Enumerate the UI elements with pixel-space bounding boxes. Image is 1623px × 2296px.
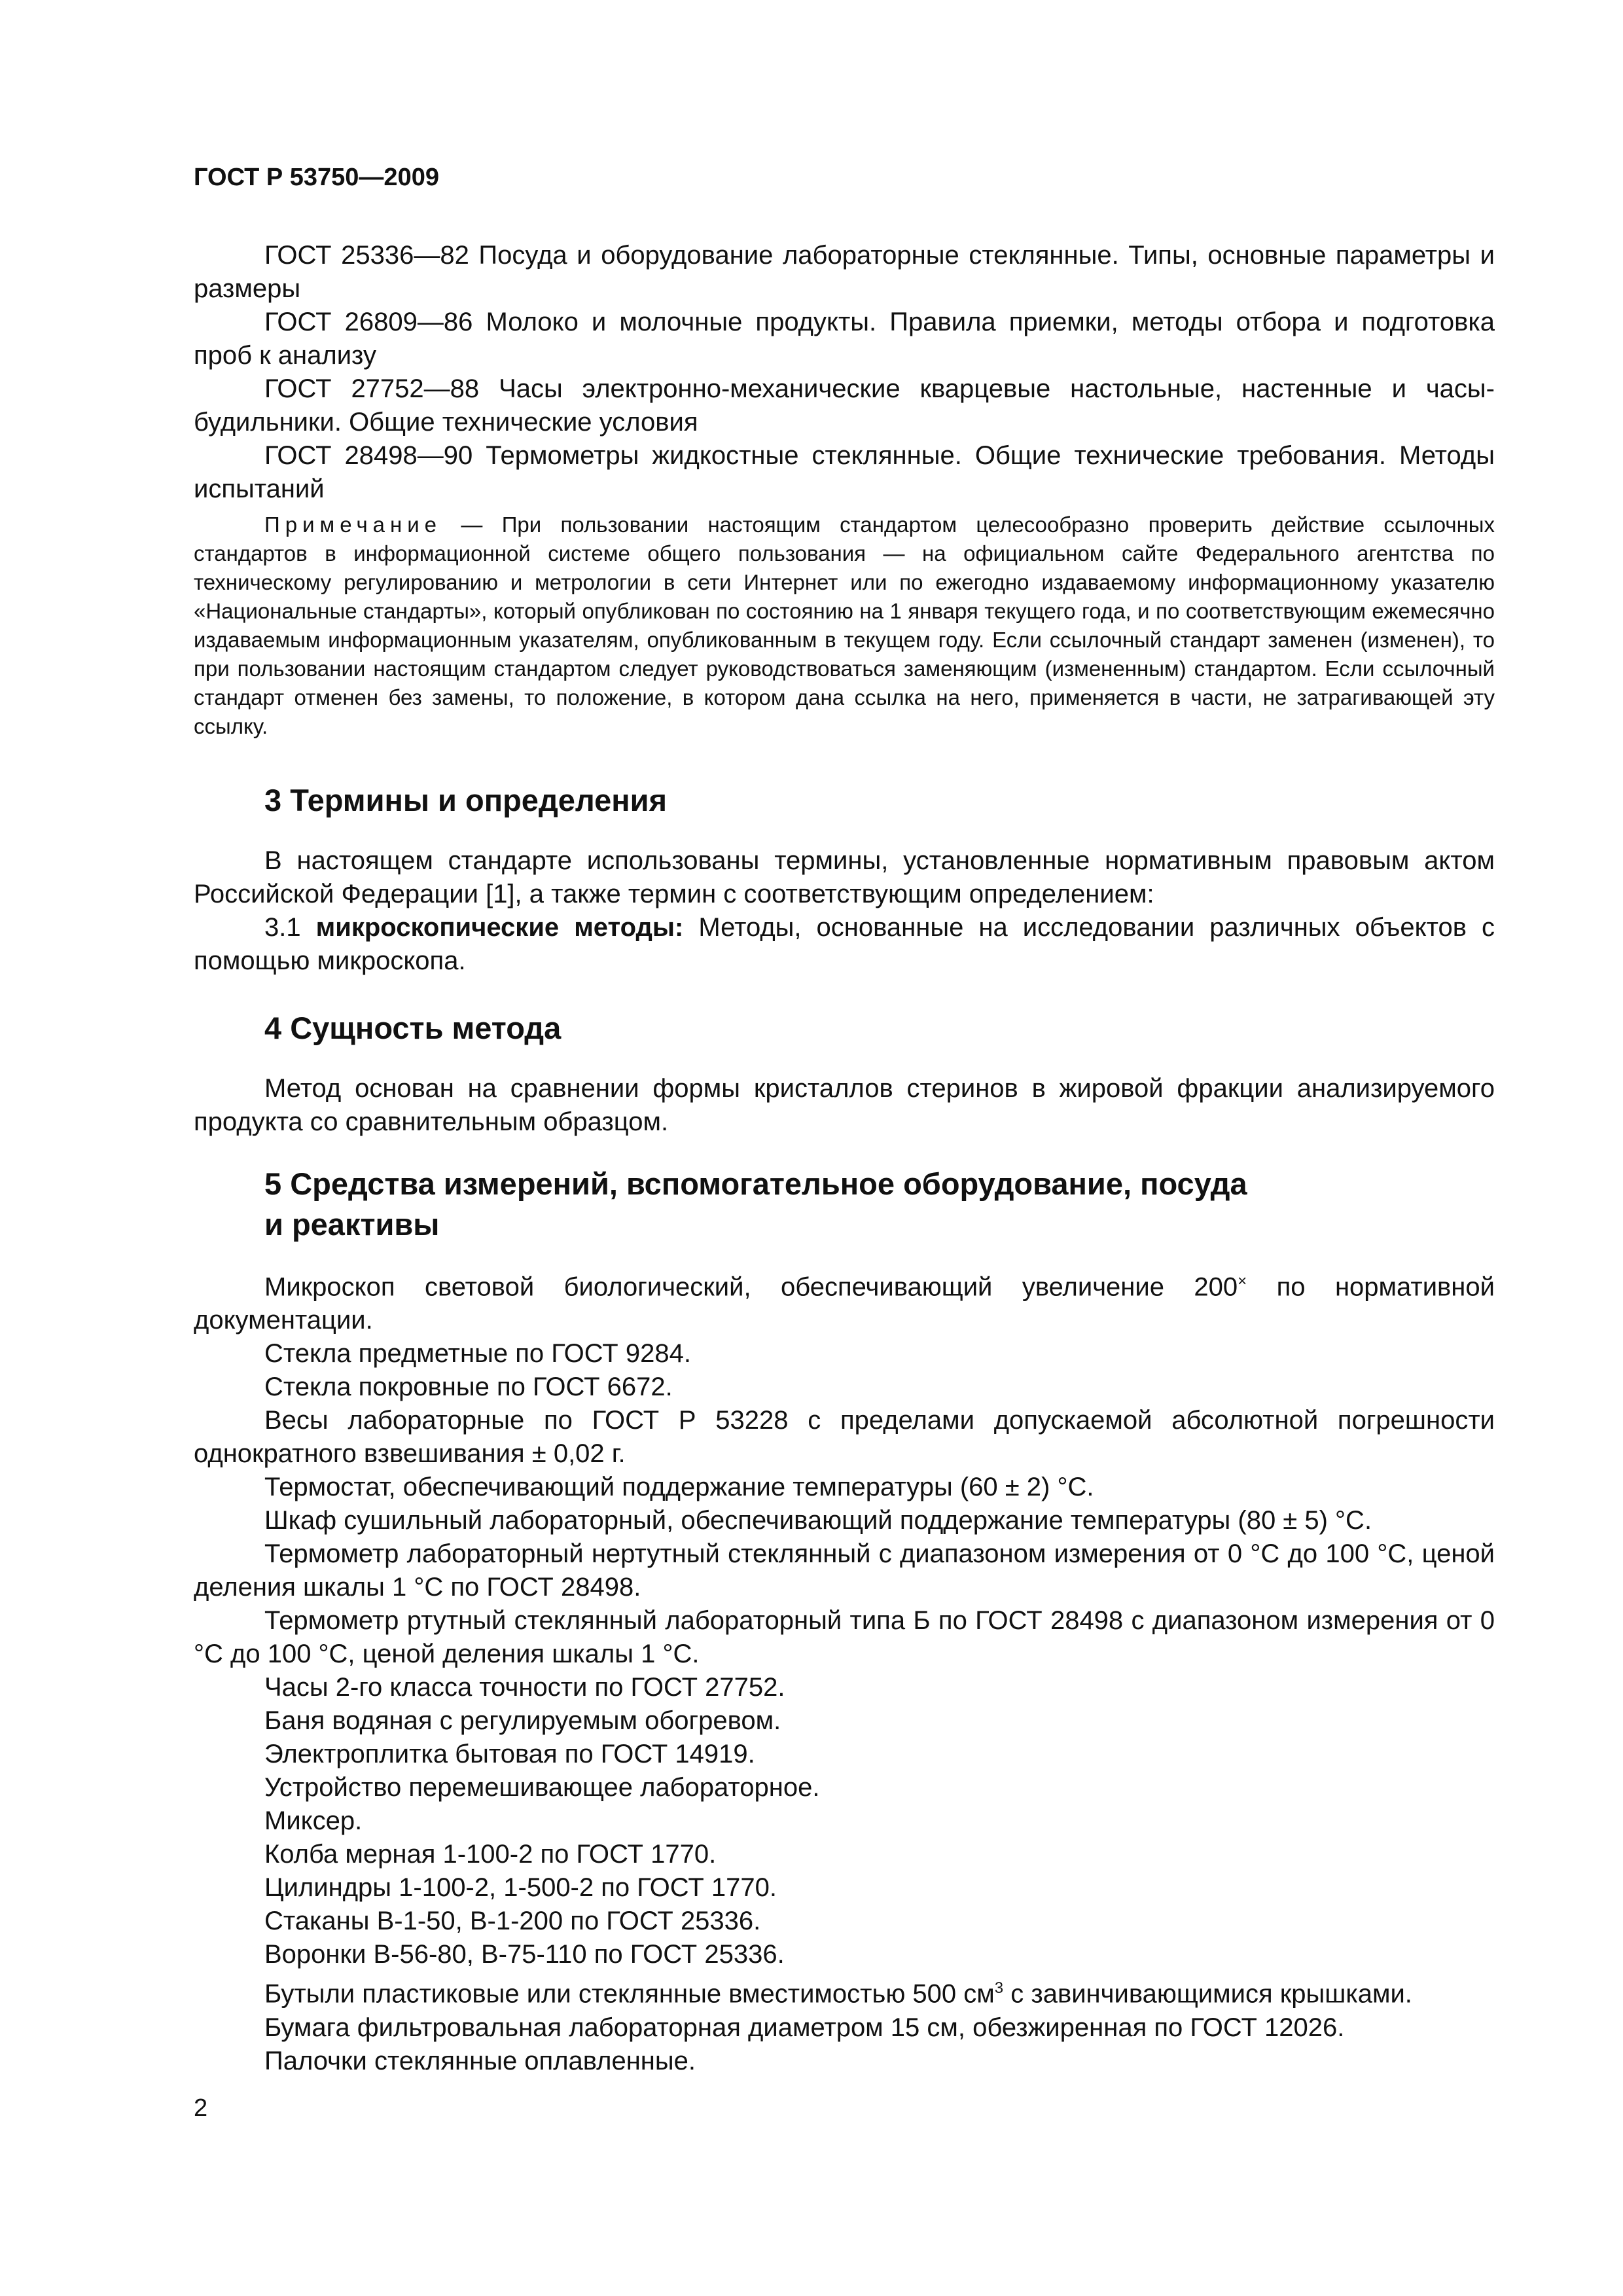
equipment-item: Устройство перемешивающее лабораторное. — [264, 1773, 820, 1803]
equipment-item: Колба мерная 1-100-2 по ГОСТ 1770. — [264, 1840, 717, 1869]
equipment-item: Цилиндры 1-100-2, 1-500-2 по ГОСТ 1770. — [264, 1873, 777, 1903]
reference-item: ГОСТ 27752—88 Часы электронно-механические кварцевые настольные, настенные и часы-будильники. Общие технические условия — [194, 374, 1495, 437]
reference-list — [194, 239, 1495, 506]
note-paragraph — [194, 511, 1495, 741]
section-3-intro: В настоящем стандарте использованы термины, установленные нормативным правовым актом Российской Федерации [1], а также термин с соответствующим определением: — [194, 846, 1495, 908]
equipment-item: Миксер. — [264, 1806, 363, 1836]
reference-item: ГОСТ 25336—82 Посуда и оборудование лабораторные стеклянные. Типы, основные параметры и размеры — [194, 241, 1495, 303]
note-text: — При пользовании настоящим стандартом целесообразно проверить действие ссылочных стандартов в информационной системе общего пользования — на официальном сайте Федерального агентства по техническому регулированию и метрологии в сети Интернет или по ежегодно издаваемому информационному указателю «Национальные стандарты», который опубликован по состоянию на 1 января текущего года, и по соответствующим ежемесячно издаваемым информационным указателям, опубликованным в текущем году. Если ссылочный стандарт заменен (изменен), то при пользовании настоящим стандартом следует руководствоваться заменяющим (измененным) стандартом. Если ссылочный стандарт отменен без замены, то положение, в котором дана ссылка на него, применяется в части, не затрагивающей эту ссылку. — [194, 512, 1495, 738]
equipment-item: Бумага фильтровальная лабораторная диаметром 15 см, обезжиренная по ГОСТ 12026. — [264, 2013, 1345, 2042]
section-5-heading: 5 Средства измерений, вспомогательное оборудование, посуда и реактивы — [264, 1166, 1247, 1242]
document-header: ГОСТ Р 53750—2009 — [194, 164, 439, 191]
equipment-item: Часы 2-го класса точности по ГОСТ 27752. — [264, 1673, 785, 1702]
section-3-heading: 3 Термины и определения — [264, 783, 667, 817]
note-label: Примечание — [264, 512, 442, 537]
equipment-item-microscope: Микроскоп световой биологический, обеспечивающий увеличение 200× по нормативной документации. — [194, 1272, 1495, 1335]
equipment-item-bottles: Бутыли пластиковые или стеклянные вместимостью 500 $см^3$ с завинчивающимися крышками. — [264, 1979, 1412, 2009]
page-number: 2 — [194, 2094, 208, 2122]
equipment-item: Шкаф сушильный лабораторный, обеспечивающий поддержание температуры (80 ± 5) °С. — [264, 1506, 1372, 1535]
definition-3-1: 3.1 микроскопические методы: Методы, основанные на исследовании различных объектов с помощью микроскопа. — [194, 913, 1495, 975]
reference-item: ГОСТ 26809—86 Молоко и молочные продукты. Правила приемки, методы отбора и подготовка проб к анализу — [194, 308, 1495, 370]
section-3-body — [194, 844, 1495, 978]
equipment-item: Стаканы В-1-50, В-1-200 по ГОСТ 25336. — [264, 1907, 761, 1936]
definition-term: микроскопические методы: — [315, 913, 684, 942]
equipment-item: Весы лабораторные по ГОСТ Р 53228 с пределами допускаемой абсолютной погрешности однократного взвешивания ± 0,02 г. — [194, 1406, 1495, 1469]
section-4-text: Метод основан на сравнении формы кристаллов стеринов в жировой фракции анализируемого продукта со сравнительным образцом. — [194, 1074, 1495, 1136]
equipment-item: Баня водяная с регулируемым обогревом. — [264, 1706, 781, 1736]
equipment-item: Термометр ртутный стеклянный лабораторный типа Б по ГОСТ 28498 с диапазоном измерения от 0 °С до 100 °С, ценой деления шкалы 1 °С. — [194, 1606, 1495, 1669]
equipment-item: Стекла покровные по ГОСТ 6672. — [264, 1372, 673, 1402]
equipment-item: Термостат, обеспечивающий поддержание температуры (60 ± 2) °С. — [264, 1473, 1094, 1502]
reference-item: ГОСТ 28498—90 Термометры жидкостные стеклянные. Общие технические требования. Методы испытаний — [194, 441, 1495, 503]
section-5-body — [194, 1265, 1495, 2078]
equipment-item: Термометр лабораторный нертутный стеклянный с диапазоном измерения от 0 °С до 100 °С, ценой деления шкалы 1 °С по ГОСТ 28498. — [194, 1539, 1495, 1602]
equipment-item: Стекла предметные по ГОСТ 9284. — [264, 1339, 691, 1369]
section-4-body — [194, 1072, 1495, 1139]
equipment-item: Воронки В-56-80, В-75-110 по ГОСТ 25336. — [264, 1940, 785, 1969]
section-4-heading: 4 Сущность метода — [264, 1011, 562, 1045]
equipment-item: Палочки стеклянные оплавленные. — [264, 2046, 696, 2075]
equipment-item: Электроплитка бытовая по ГОСТ 14919. — [264, 1740, 755, 1769]
